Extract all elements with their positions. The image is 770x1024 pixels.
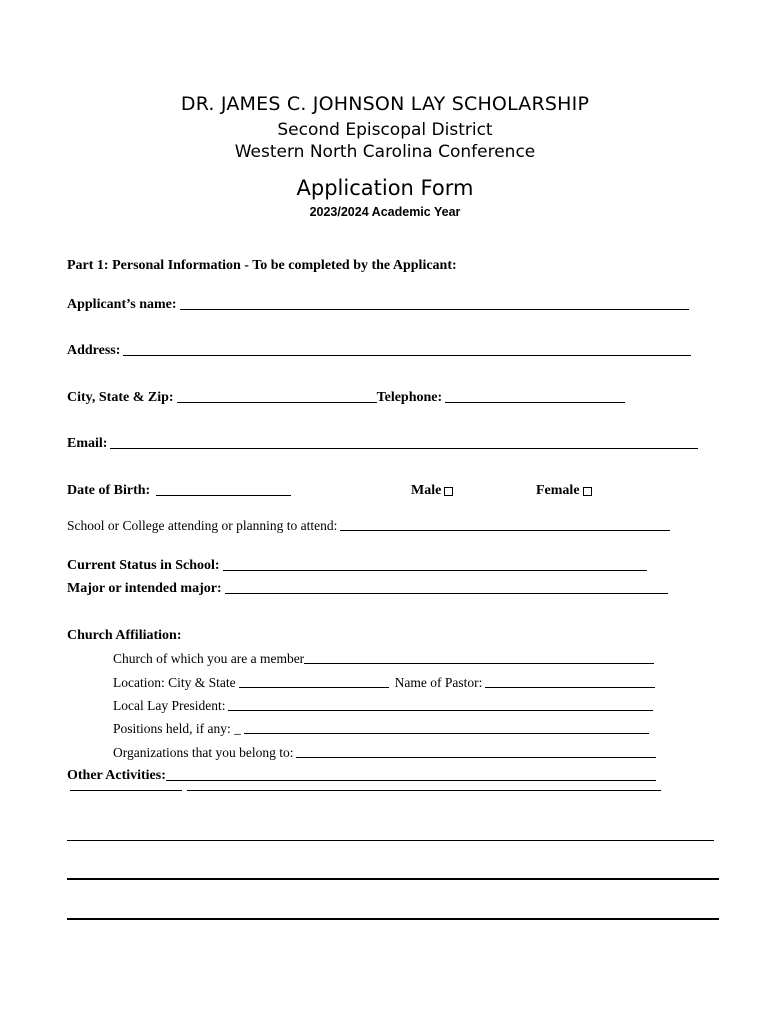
current-status-field[interactable]	[223, 570, 647, 571]
female-checkbox[interactable]	[583, 487, 592, 496]
part1-heading-text: Part 1: Personal Information - To be completed by the Applicant:	[67, 258, 457, 273]
other-activities-field-2b[interactable]	[187, 790, 661, 791]
dob-label: Date of Birth:	[67, 483, 151, 498]
telephone-field[interactable]	[445, 402, 625, 403]
location-row	[113, 675, 655, 691]
church-member-row	[113, 651, 654, 667]
academic-year: 2023/2024 Academic Year	[309, 205, 461, 219]
conference-name: Western North Carolina Conference	[234, 142, 536, 162]
address-field[interactable]	[123, 355, 691, 356]
school-field[interactable]	[340, 530, 670, 531]
email-label: Email:	[67, 436, 108, 451]
applicant-name-row	[67, 297, 689, 313]
positions-label: Positions held, if any: _	[113, 721, 241, 736]
school-label: School or College attending or planning to attend:	[67, 518, 338, 533]
major-row	[67, 581, 668, 597]
current-status-row	[67, 558, 647, 574]
city-field[interactable]	[177, 402, 377, 403]
pastor-label: Name of Pastor:	[394, 675, 483, 690]
male-checkbox[interactable]	[444, 487, 453, 496]
organizations-label: Organizations that you belong to:	[113, 745, 294, 760]
school-row	[67, 518, 670, 534]
applicant-name-field[interactable]	[180, 309, 689, 310]
lay-president-row	[113, 698, 653, 714]
current-status-label: Current Status in School:	[67, 558, 220, 573]
male-label: Male	[411, 483, 442, 498]
city-label: City, State & Zip:	[67, 390, 174, 405]
organizations-row	[113, 745, 656, 761]
email-field[interactable]	[110, 448, 698, 449]
church-heading-text: Church Affiliation:	[67, 628, 182, 643]
location-field[interactable]	[239, 687, 389, 688]
other-activities-label: Other Activities:	[67, 768, 166, 783]
telephone-label: Telephone:	[376, 390, 443, 405]
other-activities-field[interactable]	[166, 780, 656, 781]
positions-row	[113, 721, 649, 737]
church-member-field[interactable]	[304, 663, 654, 664]
lay-president-field[interactable]	[228, 710, 653, 711]
city-row	[67, 390, 625, 406]
dob-row	[67, 483, 291, 499]
answer-line-1[interactable]	[67, 840, 714, 841]
positions-field[interactable]	[244, 733, 649, 734]
scholarship-title: DR. JAMES C. JOHNSON LAY SCHOLARSHIP	[180, 93, 590, 115]
applicant-name-label: Applicant’s name:	[67, 297, 177, 312]
other-activities-line-2	[70, 790, 661, 794]
address-label: Address:	[67, 343, 121, 358]
church-member-label: Church of which you are a member	[113, 651, 305, 666]
female-label: Female	[536, 483, 580, 498]
female-option[interactable]	[536, 483, 592, 499]
address-row	[67, 343, 691, 359]
email-row	[67, 436, 698, 452]
major-field[interactable]	[225, 593, 668, 594]
location-label: Location: City & State	[113, 675, 236, 690]
part1-heading	[67, 258, 457, 274]
dob-field[interactable]	[156, 495, 291, 496]
major-label: Major or intended major:	[67, 581, 222, 596]
male-option[interactable]	[411, 483, 453, 499]
other-activities-field-2a[interactable]	[70, 790, 182, 791]
church-heading	[67, 628, 181, 644]
answer-line-2[interactable]	[67, 878, 719, 880]
answer-line-3[interactable]	[67, 918, 719, 920]
other-activities-row	[67, 768, 656, 784]
pastor-field[interactable]	[485, 687, 655, 688]
district-name: Second Episcopal District	[277, 120, 493, 140]
organizations-field[interactable]	[296, 757, 656, 758]
form-title: Application Form	[296, 176, 474, 200]
lay-president-label: Local Lay President:	[113, 698, 226, 713]
